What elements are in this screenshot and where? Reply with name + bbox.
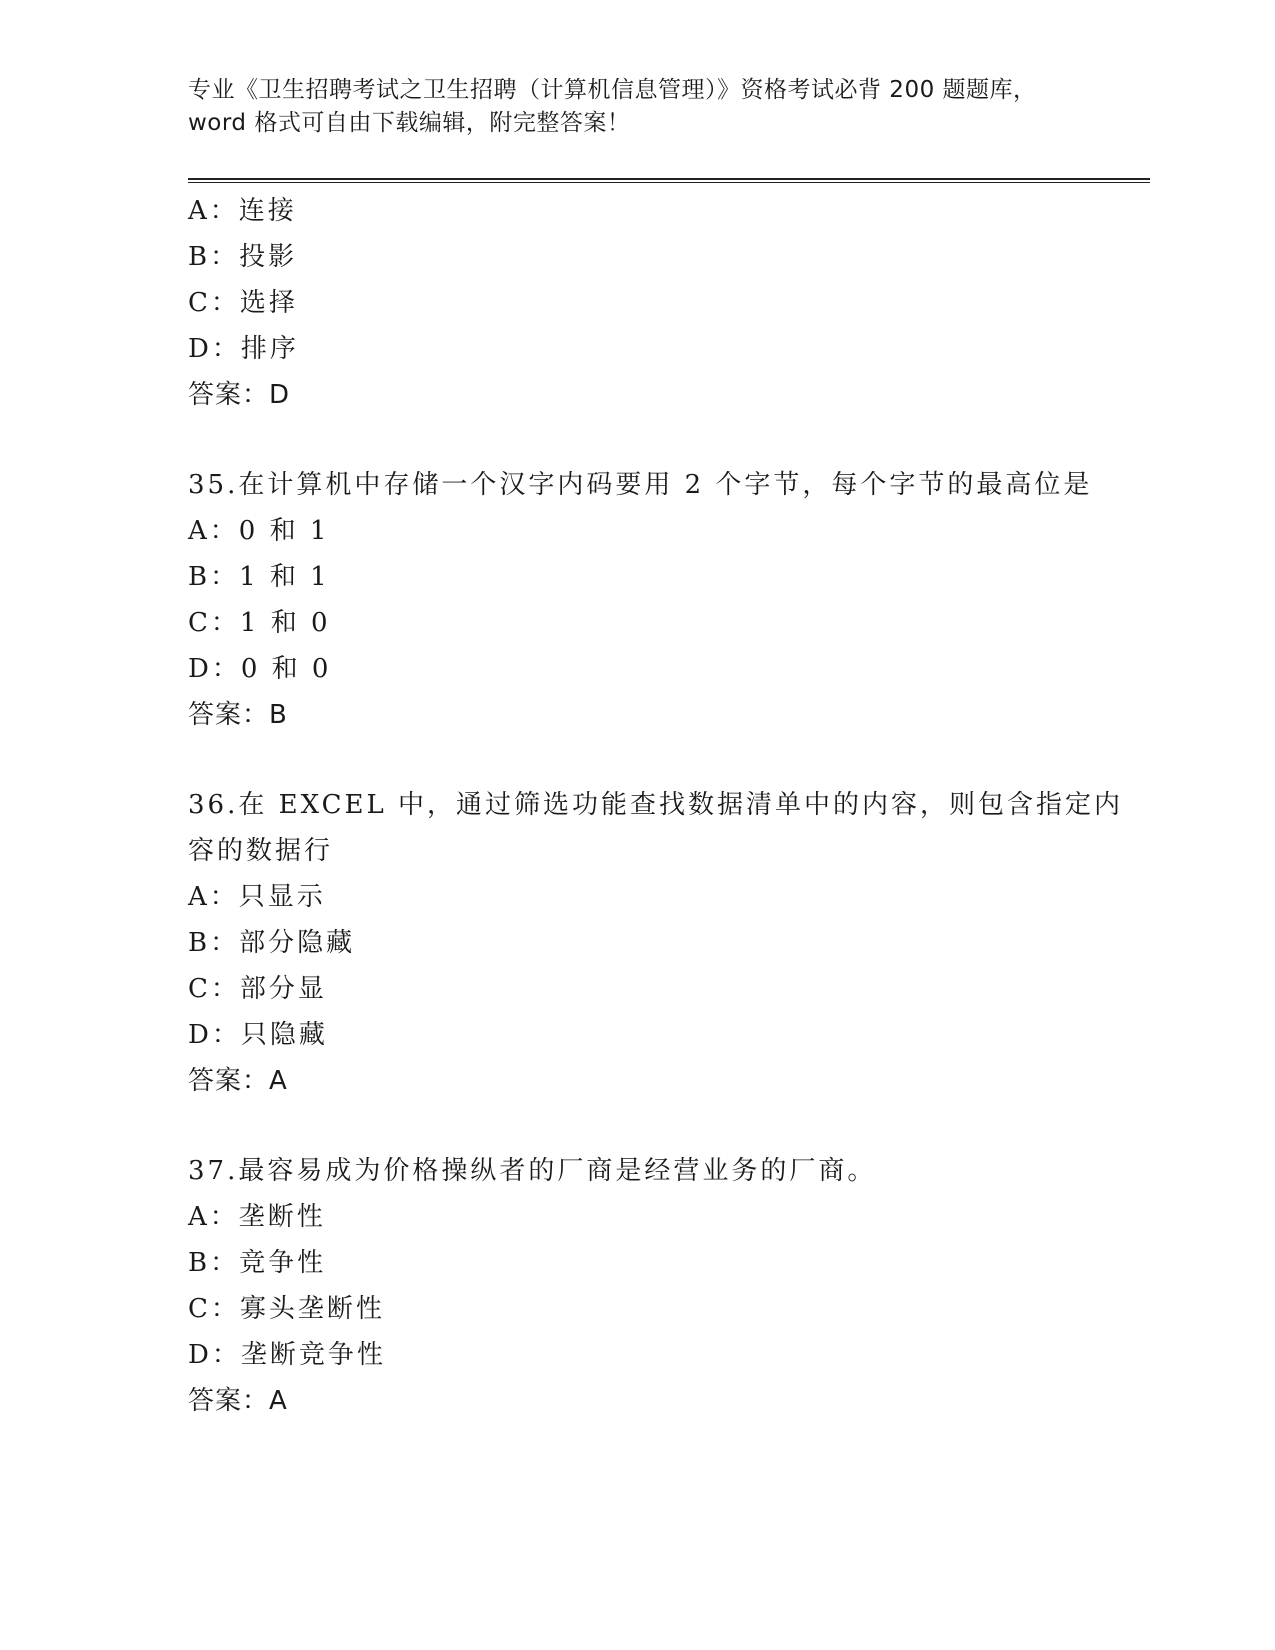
option-d: D：只隐藏 bbox=[188, 1020, 328, 1050]
question-content bbox=[188, 188, 1124, 1424]
question-stem: 35.在计算机中存储一个汉字内码要用 2 个字节，每个字节的最高位是 bbox=[188, 470, 1093, 500]
header-line-1: 专业《卫生招聘考试之卫生招聘（计算机信息管理）》资格考试必背 200 题题库， bbox=[188, 77, 1037, 103]
option-c: C：部分显 bbox=[188, 974, 327, 1004]
option-d: D：0 和 0 bbox=[188, 654, 332, 684]
option-a: A：只显示 bbox=[188, 882, 326, 912]
header-rule-thin bbox=[188, 182, 1150, 183]
option-b: B：投影 bbox=[188, 242, 298, 272]
option-b: B：部分隐藏 bbox=[188, 928, 356, 958]
option-c: C：寡头垄断性 bbox=[188, 1294, 385, 1324]
question-36 bbox=[188, 782, 1124, 1104]
question-stem-line-1: 36.在 EXCEL 中，通过筛选功能查找数据清单中的内容，则包含指定内 bbox=[188, 790, 1124, 820]
answer-line: 答案：A bbox=[188, 1386, 288, 1416]
option-a: A：垄断性 bbox=[188, 1202, 326, 1232]
option-d: D：垄断竞争性 bbox=[188, 1340, 386, 1370]
answer-line: 答案：D bbox=[188, 380, 291, 410]
option-a: A：连接 bbox=[188, 196, 297, 226]
option-c: C：选择 bbox=[188, 288, 298, 318]
question-stem: 37.最容易成为价格操纵者的厂商是经营业务的厂商。 bbox=[188, 1156, 877, 1186]
option-b: B：竞争性 bbox=[188, 1248, 327, 1278]
option-c: C：1 和 0 bbox=[188, 608, 331, 638]
answer-line: 答案：A bbox=[188, 1066, 288, 1096]
question-stem-line-2: 容的数据行 bbox=[188, 836, 334, 866]
question-35 bbox=[188, 462, 1093, 738]
option-a: A：0 和 1 bbox=[188, 516, 330, 546]
header-rule-thick bbox=[188, 178, 1150, 180]
prev-question-block bbox=[188, 188, 1088, 418]
option-b: B：1 和 1 bbox=[188, 562, 330, 592]
answer-line: 答案：B bbox=[188, 700, 288, 730]
header-line-2: word 格式可自由下载编辑，附完整答案！ bbox=[188, 110, 631, 136]
question-37 bbox=[188, 1148, 1088, 1424]
document-header bbox=[188, 74, 1088, 140]
option-d: D：排序 bbox=[188, 334, 299, 364]
